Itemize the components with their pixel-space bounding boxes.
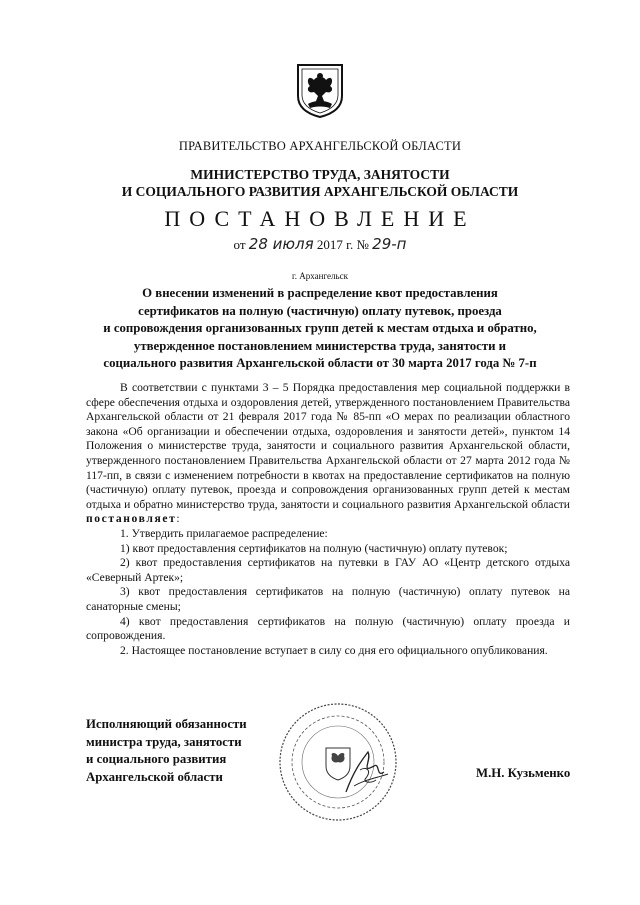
ministry-line: И СОЦИАЛЬНОГО РАЗВИТИЯ АРХАНГЕЛЬСКОЙ ОБЛАСТИ [121, 184, 519, 199]
position-line: Архангельской области [86, 769, 223, 784]
list-item: 4) квот предоставления сертификатов на полную (частичную) оплату проезда и сопровождения. [86, 614, 570, 643]
preamble-paragraph [86, 381, 570, 527]
title-line: социального развития Архангельской области от 30 марта 2017 года № 7-п [103, 356, 537, 370]
position-line: министра труда, занятости [86, 734, 242, 749]
government-name: ПРАВИТЕЛЬСТВО АРХАНГЕЛЬСКОЙ ОБЛАСТИ [178, 139, 462, 153]
handwritten-number: 29-п [372, 235, 407, 253]
preamble-text: В соответствии с пунктами 3 – 5 Порядка предоставления мер социальной поддержки в сфере обеспечения отдыха и оздоровления детей, утвержденного постановлением Правительства Архангельской области от 21 февраля 2017 года № 85-пп «О мерах по реализации областного закона «Об организации и обеспечении отдыха, оздоровления и занятости детей», пунктом 14 Положения о министерстве труда, занятости и социального развития Архангельской области, утвержденного постановлением Правительства Архангельской области от 27 марта 2012 года № 117-пп, в связи с изменением потребности в квотах на предоставление сертификатов на полную (частичную) оплату путевок, проезда и сопровождения организованных групп детей к местам отдыха и обратно министерство труда, занятости и социального развития Архангельской области [86, 381, 570, 511]
title-line: сертификатов на полную (частичную) оплату путевок, проезда [138, 303, 502, 318]
title-line: утвержденное постановлением министерства труда, занятости и [133, 338, 507, 353]
title-line: О внесении изменений в распределение квот предоставления [142, 286, 498, 300]
position-line: Исполняющий обязанности [86, 717, 247, 731]
handwritten-date: 28 июля [248, 235, 314, 253]
coat-of-arms-icon [294, 62, 346, 118]
document-body [86, 381, 570, 658]
list-item: 1) квот предоставления сертификатов на полную (частичную) оплату путевок; [120, 541, 508, 555]
list-item: 1. Утвердить прилагаемое распределение: [120, 526, 328, 540]
list-item: 3) квот предоставления сертификатов на полную (частичную) оплату путевок на санаторные смены; [86, 585, 570, 613]
date-prefix: от [233, 237, 246, 252]
document-title [0, 285, 640, 373]
decree-colon: : [176, 512, 180, 526]
document-type: ПОСТАНОВЛЕНИЕ [164, 206, 476, 231]
list-item: 2) квот предоставления сертификатов на путевки в ГАУ АО «Центр детского отдыха «Северный Артек»; [86, 556, 570, 584]
ministry-name [0, 166, 640, 200]
date-line [0, 235, 640, 253]
signatory-name: М.Н. Кузьменко [476, 766, 571, 780]
list-item: 2. Настоящее постановление вступает в силу со дня его официального опубликования. [120, 643, 548, 657]
decree-word: постановляет [86, 512, 177, 526]
position-line: и социального развития [86, 752, 227, 766]
title-line: и сопровождения организованных групп детей к местам отдыха и обратно, [103, 321, 537, 335]
ministry-line: МИНИСТЕРСТВО ТРУДА, ЗАНЯТОСТИ [190, 167, 450, 182]
date-year: 2017 г. № [316, 237, 369, 252]
city: г. Архангельск [292, 271, 348, 281]
signatory-position [86, 716, 247, 786]
official-stamp-icon [276, 700, 400, 824]
